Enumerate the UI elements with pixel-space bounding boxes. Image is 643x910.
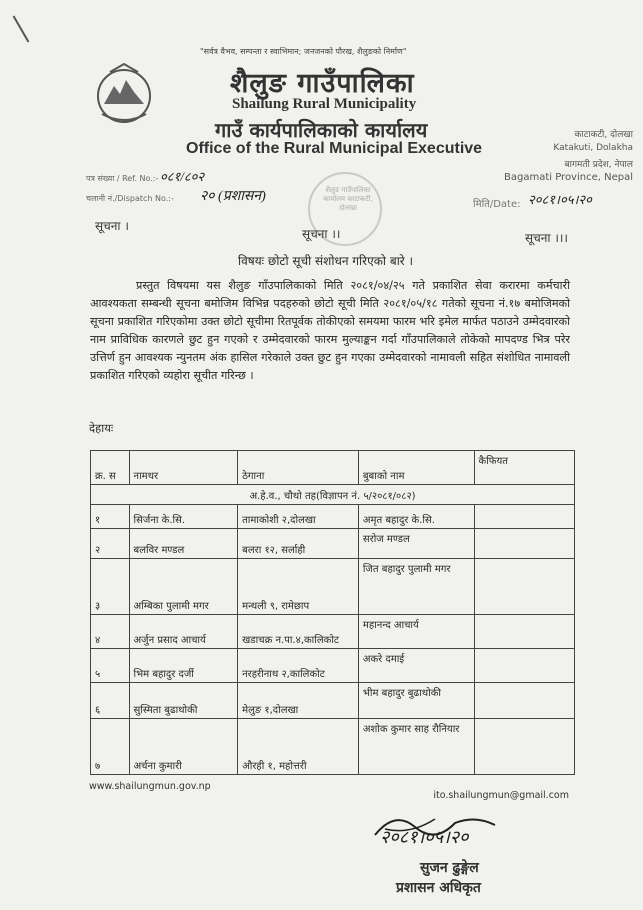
date-label: मिति/Date:: [473, 199, 521, 210]
ref-label: पत्र संख्या / Ref. No.:-: [86, 174, 159, 183]
subject-line: विषयः छोटो सूची संशोधन गरिएको बारे ।: [238, 254, 414, 268]
website-link[interactable]: www.shailungmun.gov.np: [89, 781, 211, 792]
cell-name: सुस्मिता बुढाथोकी: [129, 683, 238, 719]
table-row: [91, 719, 575, 775]
cell-address: खडाचक्र न.पा.४,कालिकोट: [238, 615, 359, 649]
table-row: [91, 505, 575, 529]
address-en-1: Katakuti, Dolakha: [553, 143, 633, 153]
table-caption-row: [91, 485, 575, 505]
notice-label-1: सूचना ।: [95, 219, 129, 233]
header-address: ठेगाना: [238, 451, 359, 485]
header-sn: क्र. स: [91, 451, 130, 485]
cell-address: औरही १, महोत्तरी: [238, 719, 359, 775]
address-np-1: काटाकटी, दोलखा: [574, 130, 633, 140]
signer-title: प्रशासन अधिकृत: [396, 880, 481, 896]
stamp-text: शैलुङ गाउँपालिका कार्यालय काटाकटी, दोलखा: [323, 186, 373, 212]
cell-remarks: [474, 559, 574, 615]
body-paragraph: प्रस्तुत विषयमा यस शैलुङ गाँउपालिकाको मिति २०८१/०४/२५ गते प्रकाशित सेवा करारमा कर्मचारी आवश्यकता सम्बन्धी सूचना बमोजिम विभिन्न पदहरुको छोटो सूची मिति २०८१/०५/१८ गतेको सूचना नं.१७ बमोजिमको सूचना प्रकाशित गरिएकोमा उक्त छोटो सूचीमा रितपूर्वक तोकीएको समयमा फारम भरि इमेल मार्फत पठाउने उम्मेदवारको नाम प्राविधिक कारणले छुट हुन गएको र उम्मेदवारको फारम मुल्याङ्कन गर्दा गाँउपालिकाले तोकेको मापदण्ड भित्र परेर उत्तिर्ण हुन आवश्यक न्युनतम अंक हासिल गरेकाले उक्त छुट हुन गएका उम्मेदवारको नामावली सहित संशोधित नामावली प्रकाशित गरिएको व्यहोरा सूचीत गरिन्छ ।: [90, 279, 570, 382]
cell-father: भीम बहादुर बुढाथोकी: [358, 683, 474, 719]
cell-remarks: [474, 615, 574, 649]
cell-name: बलविर मण्डल: [129, 529, 238, 559]
candidate-table: [90, 450, 575, 775]
notice-label-2: सूचना ।।: [302, 227, 341, 241]
dispatch-label: चलानी नं./Dispatch No.:-: [86, 194, 174, 203]
cell-sn: ५: [91, 649, 130, 683]
cell-sn: १: [91, 505, 130, 529]
cell-father: अमृत बहादुर के.सि.: [358, 505, 474, 529]
municipality-name-en: Shailung Rural Municipality: [232, 96, 417, 112]
address-en-2: Bagamati Province, Nepal: [503, 172, 633, 183]
table-row: [91, 615, 575, 649]
table-row: [91, 649, 575, 683]
cell-father: अकरे दमाई: [358, 649, 474, 683]
dispatch-value: २० (प्रशासन): [200, 189, 266, 204]
office-name-np: गाउँ कार्यपालिकाको कार्यालय: [215, 118, 428, 142]
cell-father: सरोज मण्डल: [358, 529, 474, 559]
cell-address: मन्थली ९, रामेछाप: [238, 559, 359, 615]
office-name-en: Office of the Rural Municipal Executive: [186, 140, 483, 157]
list-intro: देहायः: [89, 421, 114, 435]
nepal-emblem-icon: [88, 58, 160, 130]
cell-sn: २: [91, 529, 130, 559]
cell-remarks: [474, 505, 574, 529]
address-np-2: बागमती प्रदेश, नेपाल: [564, 160, 633, 170]
cell-name: अम्बिका पुलामी मगर: [129, 559, 238, 615]
cell-address: नरहरीनाथ २,कालिकोट: [238, 649, 359, 683]
cell-sn: ७: [91, 719, 130, 775]
cell-remarks: [474, 649, 574, 683]
header-remarks: कैफियत: [474, 451, 574, 485]
table-row: [91, 559, 575, 615]
cell-address: बलरा १२, सर्लाही: [238, 529, 359, 559]
header-name: नामथर: [129, 451, 238, 485]
table-caption: अ.हे.व., चौथो तह(विज्ञापन नं. ५/२०८१/०८२): [91, 485, 575, 505]
email-link[interactable]: ito.shailungmun@gmail.com: [433, 790, 569, 801]
cell-sn: ३: [91, 559, 130, 615]
cell-father: जित बहादुर पुलामी मगर: [358, 559, 474, 615]
cell-father: महानन्द आचार्य: [358, 615, 474, 649]
table-row: [91, 683, 575, 719]
signature-date: २०८१।०५।२०: [380, 827, 469, 847]
cell-remarks: [474, 719, 574, 775]
header-father: बुबाको नाम: [358, 451, 474, 485]
municipality-name-np: शैलुङ गाउँपालिका: [230, 68, 415, 99]
corner-mark: [13, 16, 30, 43]
table-header-row: [91, 451, 575, 485]
notice-label-3: सूचना ।।।: [525, 231, 568, 245]
cell-name: सिर्जना के.सि.: [129, 505, 238, 529]
date-value: २०८१।०५।२०: [528, 192, 592, 207]
cell-name: अर्जुन प्रसाद आचार्य: [129, 615, 238, 649]
cell-remarks: [474, 529, 574, 559]
cell-father: अशोक कुमार साह रौनियार: [358, 719, 474, 775]
cell-sn: ४: [91, 615, 130, 649]
motto: "सर्वत्र वैभव, सम्पन्‍ता र स्वाभिमान; जनजनको पौरख, शैलुङको निर्माण": [200, 47, 407, 56]
cell-remarks: [474, 683, 574, 719]
ref-value: ०८१/८०२: [160, 169, 205, 184]
cell-sn: ६: [91, 683, 130, 719]
cell-name: भिम बहादुर दर्जी: [129, 649, 238, 683]
signer-name: सुजन ढुङ्गेल: [420, 860, 479, 876]
cell-address: मेलुङ १,दोलखा: [238, 683, 359, 719]
table-row: [91, 529, 575, 559]
cell-address: तामाकोशी २,दोलखा: [238, 505, 359, 529]
cell-name: अर्चना कुमारी: [129, 719, 238, 775]
